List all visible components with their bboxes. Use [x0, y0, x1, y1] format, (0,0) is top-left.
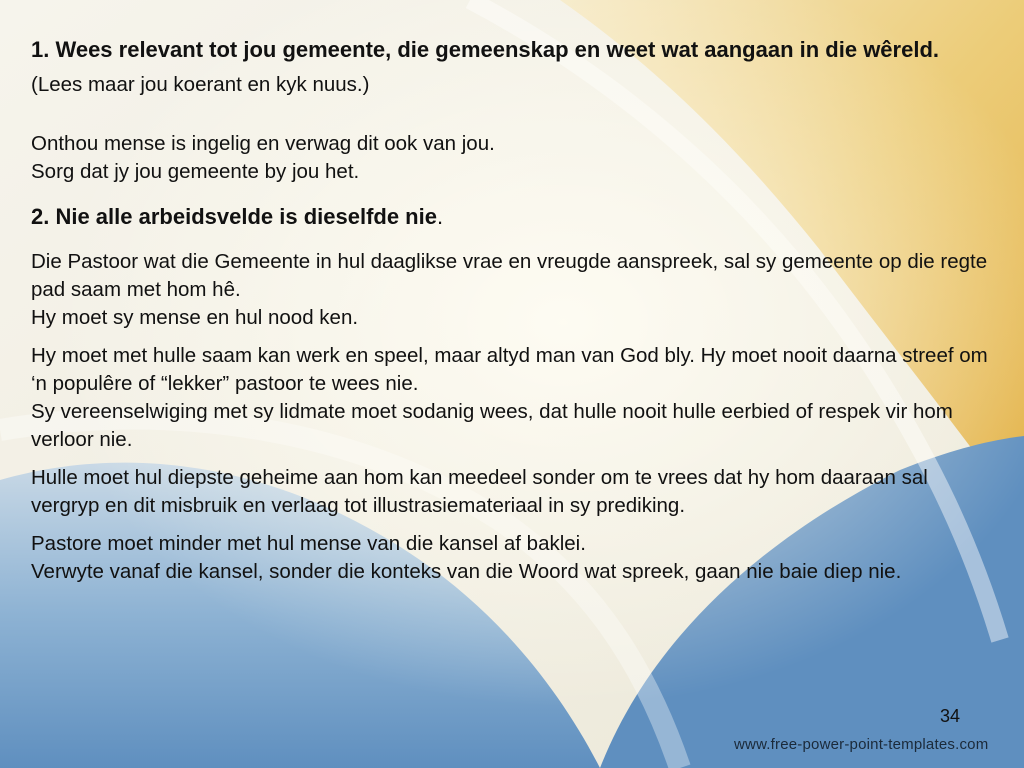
point1-note: (Lees maar jou koerant en kyk nuus.): [31, 73, 370, 96]
point1-line1: Onthou mense is ingelig en verwag dit ook van jou.: [31, 132, 495, 155]
point2-para4-line1: Pastore moet minder met hul mense van die kansel af baklei.: [31, 532, 586, 555]
point2-heading: 2. Nie alle arbeidsvelde is dieselfde nie.: [31, 204, 444, 229]
point2-para1-line2: Hy moet sy mense en hul nood ken.: [31, 306, 359, 329]
point2-para2-line2: Sy vereenselwiging met sy lidmate moet sodanig wees, dat hulle nooit hulle eerbied of respek vir hom verloor nie.: [31, 400, 953, 451]
point2-para1-line1: Die Pastoor wat die Gemeente in hul daaglikse vrae en vreugde aanspreek, sal sy gemeente op die regte pad saam met hom hê.: [31, 250, 988, 301]
page-number: 34: [940, 706, 961, 726]
slide-body: [31, 33, 991, 586]
point2-para2-line1: Hy moet met hulle saam kan werk en speel, maar altyd man van God bly. Hy moet nooit daarna streef om ‘n populêre of “lekker” pastoor te wees nie.: [31, 344, 988, 395]
point2-para3: Hulle moet hul diepste geheime aan hom kan meedeel sonder om te vrees dat hy hom daaraan sal vergryp en dit misbruik en verlaag tot illustrasiemateriaal in sy prediking.: [31, 466, 928, 517]
footer-url: www.free-power-point-templates.com: [734, 736, 989, 753]
point2-para4-line2: Verwyte vanaf die kansel, sonder die konteks van die Woord wat spreek, gaan nie baie diep nie.: [31, 560, 902, 583]
point1-line2: Sorg dat jy jou gemeente by jou het.: [31, 160, 360, 183]
point1-heading: 1. Wees relevant tot jou gemeente, die gemeenskap en weet wat aangaan in die wêreld. (Lees maar jou koerant en kyk nuus.): [31, 37, 940, 96]
